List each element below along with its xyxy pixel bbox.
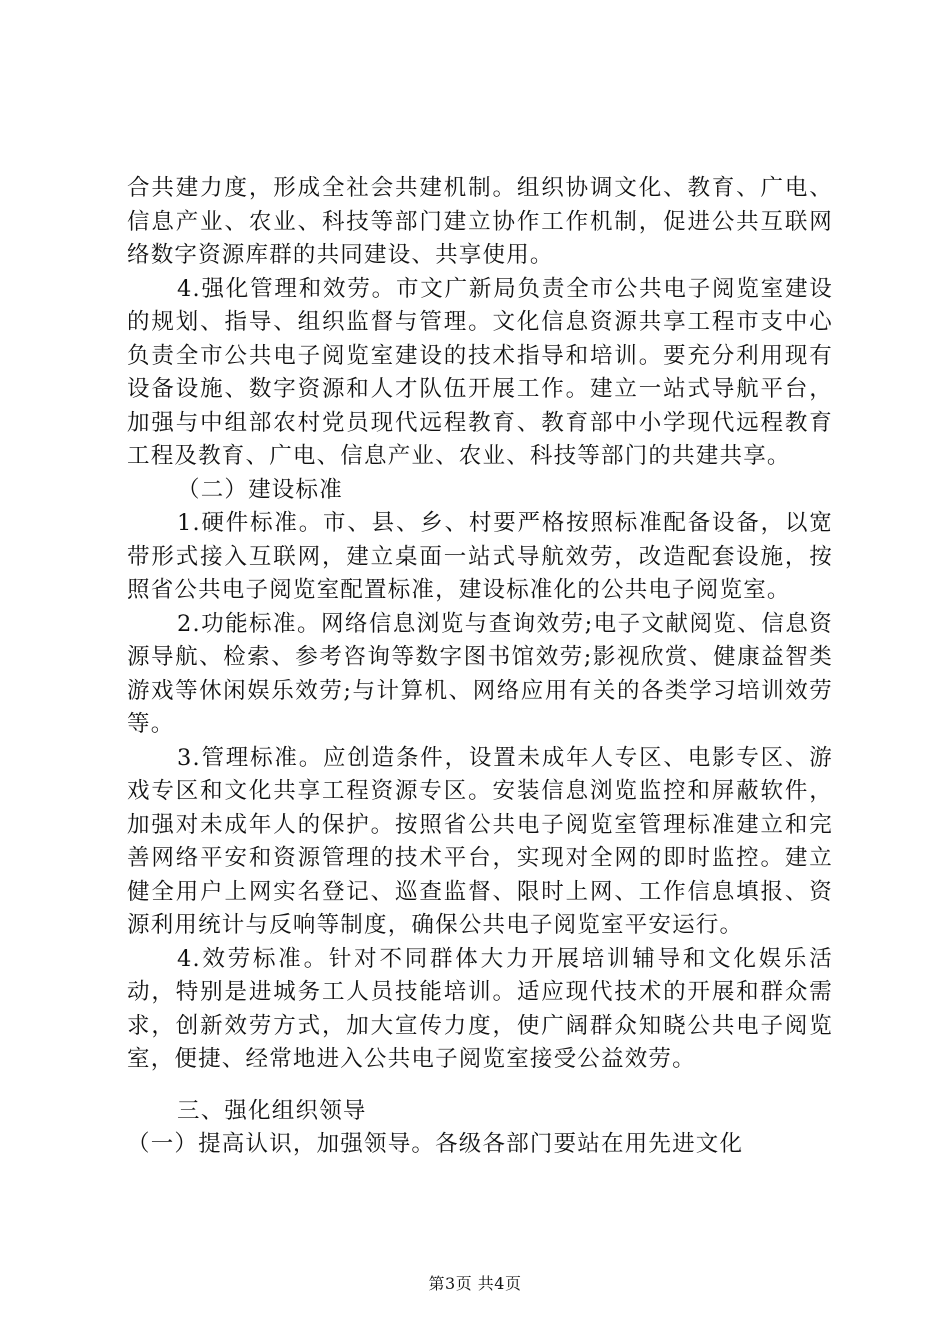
section-heading-organization: 三、强化组织领导 bbox=[177, 1097, 367, 1124]
paragraph-item-2-function: 2.功能标准。网络信息浏览与查询效劳;电子文献阅览、信息资源导航、检索、参考咨询等数字图书馆效劳;影视欣赏、健康益智类游戏等休闲娱乐效劳;与计算机、网络应用有关的各类学习培训效劳等。 bbox=[127, 610, 833, 737]
paragraph-item-3-management-standard: 3.管理标准。应创造条件，设置未成年人专区、电影专区、游戏专区和文化共享工程资源专区。安装信息浏览监控和屏蔽软件，加强对未成年人的保护。按照省公共电子阅览室管理标准建立和完善网络平安和资源管理的技术平台，实现对全网的即时监控。建立健全用户上网实名登记、巡查监督、限时上网、工作信息填报、资源利用统计与反响等制度，确保公共电子阅览室平安运行。 bbox=[127, 744, 833, 938]
paragraph-item-1-hardware: 1.硬件标准。市、县、乡、村要严格按照标准配备设备，以宽带形式接入互联网，建立桌面一站式导航效劳，改造配套设施，按照省公共电子阅览室配置标准，建设标准化的公共电子阅览室。 bbox=[127, 510, 833, 603]
section-spacer bbox=[127, 1077, 833, 1095]
paragraph-item-4-management: 4.强化管理和效劳。市文广新局负责全市公共电子阅览室建设的规划、指导、组织监督与管理。文化信息资源共享工程市支中心负责全市公共电子阅览室建设的技术指导和培训。要充分利用现有设备设施、数字资源和人才队伍开展工作。建立一站式导航平台，加强与中组部农村党员现代远程教育、教育部中小学现代远程教育工程及教育、广电、信息产业、农业、科技等部门的共建共享。 bbox=[127, 275, 833, 469]
subheading-construction-standards: （二）建设标准 bbox=[177, 476, 343, 503]
paragraph-raise-awareness: （一）提高认识，加强领导。各级各部门要站在用先进文化 bbox=[127, 1131, 744, 1157]
page-footer: 第3页 共4页 bbox=[428, 1274, 522, 1293]
paragraph-continuation: 合共建力度，形成全社会共建机制。组织协调文化、教育、广电、信息产业、农业、科技等部门建立协作工作机制，促进公共互联网络数字资源库群的共同建设、共享使用。 bbox=[127, 175, 833, 268]
document-body bbox=[127, 172, 833, 1162]
paragraph-item-4-service-standard: 4.效劳标准。针对不同群体大力开展培训辅导和文化娱乐活动，特别是进城务工人员技能培训。适应现代技术的开展和群众需求，创新效劳方式，加大宣传力度，使广阔群众知晓公共电子阅览室，便捷、经常地进入公共电子阅览室接受公益效劳。 bbox=[127, 945, 833, 1072]
